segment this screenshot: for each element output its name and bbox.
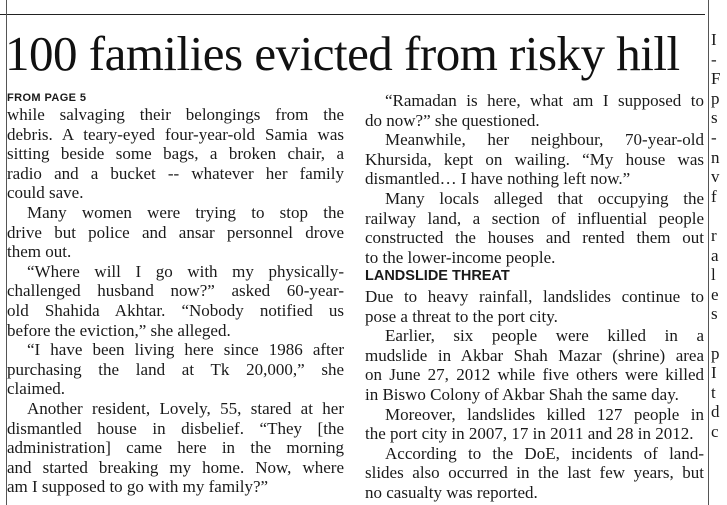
text-line: railway land, a section of influential people xyxy=(365,208,704,228)
text-line: mudslide in Akbar Shah Mazar (shrine) area xyxy=(365,345,704,365)
text-line: slides also occurred in the last few years, but xyxy=(365,463,704,483)
edge-letter: - xyxy=(711,127,717,147)
text-line: could save. xyxy=(7,183,84,203)
text-line: am I supposed to go with my family?” xyxy=(7,477,269,497)
edge-letter: l xyxy=(711,265,716,285)
text-line: “Where will I go with my physically- xyxy=(27,261,344,281)
text-line: radio and a bucket -- whatever her family xyxy=(7,163,344,183)
article-column-left xyxy=(7,91,344,497)
edge-letter: s xyxy=(711,304,718,324)
text-line: Many women were trying to stop the xyxy=(27,202,344,222)
text-line: Earlier, six people were killed in a xyxy=(385,326,704,346)
middle-column-text xyxy=(365,91,704,502)
text-line: while salvaging their belongings from the xyxy=(7,105,344,124)
continued-from-label: FROM PAGE 5 xyxy=(7,92,87,104)
text-line: According to the DoE, incidents of land- xyxy=(385,443,704,463)
text-line: Khursida, kept on wailing. “My house was xyxy=(365,149,704,169)
edge-letter: p xyxy=(711,88,720,108)
text-line: debris. A teary-eyed four-year-old Samia was xyxy=(7,124,344,144)
text-line: dismantled… I have nothing left now.” xyxy=(365,169,631,189)
edge-letter: I xyxy=(711,30,717,49)
text-line: claimed. xyxy=(7,379,66,399)
edge-letter xyxy=(711,206,727,226)
text-line: purchasing the land at Tk 20,000,” she xyxy=(7,359,344,379)
text-line: “Ramadan is here, what am I supposed to xyxy=(385,91,704,110)
edge-letter: v xyxy=(711,167,720,187)
edge-letter: - xyxy=(711,49,717,69)
text-line: Many locals alleged that occupying the xyxy=(385,188,704,208)
top-rule xyxy=(0,14,705,15)
text-line: do now?” she questioned. xyxy=(365,110,540,130)
text-line: drive but police and ansar personnel drove xyxy=(7,222,344,242)
edge-letter: I xyxy=(711,363,717,383)
text-line: in Biswo Colony of Akbar Shah the same day. xyxy=(365,384,679,404)
text-line: on June 27, 2012 while five others were killed xyxy=(365,365,704,385)
edge-letter: c xyxy=(711,421,719,441)
edge-letter: n xyxy=(711,147,720,167)
edge-letter: F xyxy=(711,69,721,89)
right-column-rule xyxy=(708,0,709,505)
text-line: constructed the houses and rented them out xyxy=(365,228,704,248)
text-line: dismantled house in disbelief. “They [the xyxy=(7,418,344,438)
edge-letter: e xyxy=(711,284,719,304)
edge-letter: d xyxy=(711,402,720,422)
text-line: administration] came here in the morning xyxy=(7,438,344,458)
section-subhead: LANDSLIDE THREAT xyxy=(365,268,510,285)
text-line: and started breaking my home. Now, where xyxy=(7,457,344,477)
text-line: Due to heavy rainfall, landslides continue to xyxy=(365,286,704,306)
text-line: Meanwhile, her neighbour, 70-year-old xyxy=(385,130,704,150)
text-line: Moreover, landslides killed 127 people in xyxy=(385,404,704,424)
text-line: to the lower-income people. xyxy=(365,247,556,267)
article-column-middle xyxy=(365,91,704,502)
text-line: before the eviction,” she alleged. xyxy=(7,320,231,340)
text-line: “I have been living here since 1986 after xyxy=(27,340,344,360)
left-column-text xyxy=(7,105,344,497)
text-line: no casualty was reported. xyxy=(365,482,538,502)
edge-letter: p xyxy=(711,343,720,363)
text-line: Another resident, Lovely, 55, stared at her xyxy=(27,398,344,418)
edge-letter xyxy=(711,324,727,344)
edge-letter: s xyxy=(711,108,718,128)
edge-letter: r xyxy=(711,225,717,245)
adjacent-article-fragment xyxy=(711,30,727,441)
text-line: the port city in 2007, 17 in 2011 and 28 in 2012. xyxy=(365,424,694,444)
text-line: challenged husband now?” asked 60-year- xyxy=(7,281,344,301)
edge-letter: f xyxy=(711,186,717,206)
edge-letter: t xyxy=(711,382,716,402)
text-line: old Shahida Akhtar. “Nobody notified us xyxy=(7,300,344,320)
text-line: sitting beside some bags, a broken chair, a xyxy=(7,144,344,164)
text-line: them out. xyxy=(7,242,72,262)
edge-letter: a xyxy=(711,245,719,265)
text-line: pose a threat to the port city. xyxy=(365,306,558,326)
headline: 100 families evicted from risky hill xyxy=(5,26,680,81)
